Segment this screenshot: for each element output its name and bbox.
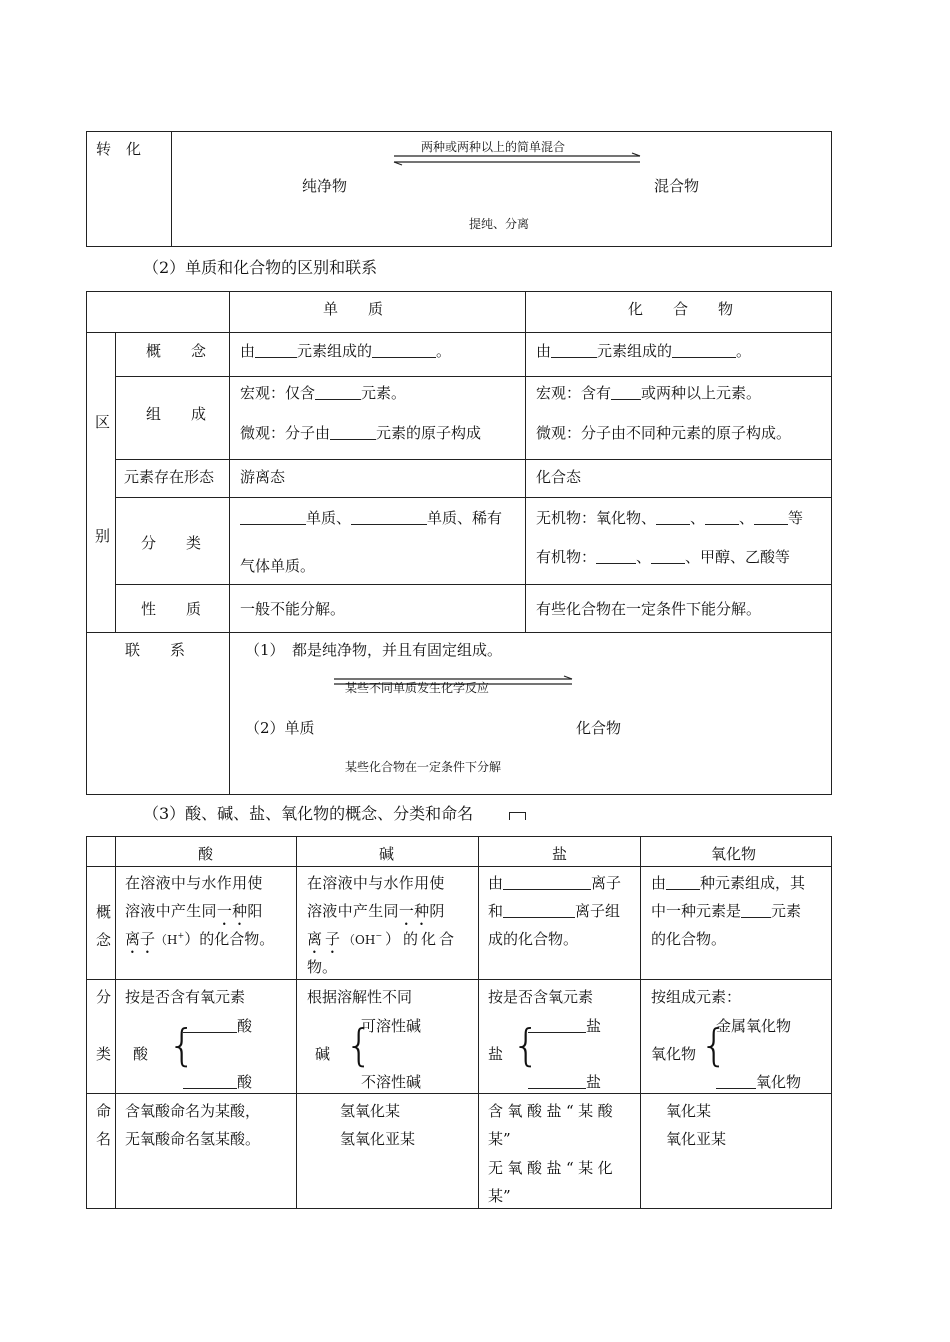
salt-class-top: 盐: [528, 1015, 601, 1036]
salt-class-name: 盐: [488, 1045, 504, 1063]
organic-line: 有机物： 、 、甲醇、乙酸等: [536, 548, 791, 566]
oxide-brace-icon: {: [700, 1020, 728, 1071]
acid-concept-line1: 在溶液中与水作用使: [125, 874, 263, 892]
concept-label: 概 念: [146, 342, 207, 360]
oxide-name-line1: 氧化某: [666, 1102, 712, 1120]
acid-brace-icon: {: [168, 1020, 196, 1071]
salt-name-line1: 含氧酸盐“某酸: [488, 1102, 618, 1120]
property-label: 性 质: [141, 600, 202, 618]
concept-char1: 概: [96, 903, 112, 921]
acid-name-line1: 含氧酸命名为某酸，: [125, 1102, 261, 1120]
base-concept-line4: 物。: [307, 958, 338, 976]
cursor-mark: [509, 812, 526, 820]
single-classify-line1: 单质、 单质、稀有: [240, 507, 502, 528]
header-acid: 酸: [198, 845, 214, 863]
header-salt: 盐: [552, 845, 568, 863]
state-label: 元素存在形态: [124, 468, 215, 486]
name-char2: 名: [96, 1130, 112, 1148]
salt-name-line3: 无氧酸盐“某化: [488, 1159, 618, 1177]
name-char1: 命: [96, 1102, 112, 1120]
property-single: 一般不能分解。: [240, 600, 346, 618]
salt-concept-line3: 成的化合物。: [488, 930, 579, 948]
header-base: 碱: [379, 845, 395, 863]
bie-label: 别: [95, 527, 111, 545]
oxide-class-top: 金属氧化物: [716, 1017, 792, 1035]
relation-single: （2）单质: [245, 719, 315, 737]
compound-macro: 宏观：含有 或两种以上元素。: [536, 384, 762, 402]
section3-heading: （3）酸、碱、盐、氧化物的概念、分类和命名: [143, 804, 474, 823]
composition-label: 组 成: [146, 405, 207, 423]
oxide-concept-line1: 由 种元素组成，其: [651, 874, 806, 892]
base-name-line1: 氢氧化某: [340, 1102, 401, 1120]
compound-micro: 微观：分子由不同种元素的原子构成。: [536, 424, 792, 442]
base-class-title: 根据溶解性不同: [307, 988, 413, 1006]
oxide-concept-line3: 的化合物。: [651, 930, 727, 948]
state-single: 游离态: [240, 468, 286, 486]
salt-name-line4: 某”: [488, 1187, 511, 1205]
decompose-label: 某些化合物在一定条件下分解: [345, 760, 502, 774]
concept-char2: 念: [96, 931, 112, 949]
acid-name-line2: 无氧酸命名氢某酸。: [125, 1130, 261, 1148]
salt-class-bottom: 盐: [528, 1071, 601, 1092]
pure-substance: 纯净物: [302, 177, 348, 195]
salt-name-line2: 某”: [488, 1130, 511, 1148]
oxide-class-bottom: 氧化物: [716, 1071, 801, 1092]
mixture: 混合物: [654, 177, 700, 195]
oxide-concept-line2: 中一种元素是 元素: [651, 902, 802, 920]
header-single: 单 质: [323, 300, 384, 318]
state-compound: 化合态: [536, 468, 582, 486]
class-char2: 类: [96, 1045, 112, 1063]
section2-heading: （2）单质和化合物的区别和联系: [143, 258, 378, 277]
relation-line1: （1） 都是纯净物，并且有固定组成。: [245, 641, 503, 659]
property-compound: 有些化合物在一定条件下能分解。: [536, 600, 762, 618]
salt-class-title: 按是否含氧元素: [488, 988, 594, 1006]
acid-class-title: 按是否含有氧元素: [125, 988, 246, 1006]
qu-label: 区: [95, 413, 111, 431]
class-char1: 分: [96, 988, 112, 1006]
row-label-transform: 转 化: [96, 140, 142, 158]
classify-label: 分 类: [141, 534, 202, 552]
reaction-label: 某些不同单质发生化学反应: [345, 681, 490, 695]
base-concept-line3: 离子（OH−）的化合: [307, 930, 458, 948]
header-compound: 化 合 物: [628, 300, 734, 318]
acid-concept-line2: 溶液中产生同一种阳: [125, 902, 263, 920]
reversible-arrow-icon: [390, 152, 645, 168]
base-class-top: 可溶性碱: [361, 1017, 422, 1035]
single-macro: 宏观：仅含 元素。: [240, 384, 407, 402]
base-concept-line2: 溶液中产生同一种阴: [307, 902, 445, 920]
base-concept-line1: 在溶液中与水作用使: [307, 874, 445, 892]
acid-concept-line3: 离子（H+）的化合物。: [125, 930, 275, 948]
header-oxide: 氧化物: [711, 845, 757, 863]
compound-concept: 由 元素组成的 。: [536, 342, 752, 360]
base-name-line2: 氢氧化亚某: [340, 1130, 416, 1148]
base-class-bottom: 不溶性碱: [361, 1073, 422, 1091]
relation-label: 联 系: [125, 641, 186, 659]
single-micro: 微观：分子由 元素的原子构成: [240, 424, 482, 442]
relation-compound: 化合物: [576, 719, 622, 737]
acid-class-top: 酸: [183, 1015, 252, 1036]
oxide-class-title: 按组成元素：: [651, 988, 742, 1006]
purify-label: 提纯、分离: [469, 217, 530, 231]
acid-class-bottom: 酸: [183, 1071, 252, 1092]
single-concept: 由 元素组成的 。: [240, 342, 452, 360]
oxide-class-name: 氧化物: [651, 1045, 697, 1063]
base-brace-icon: {: [345, 1020, 373, 1071]
mix-arrow-label: 两种或两种以上的简单混合: [421, 140, 566, 154]
salt-brace-icon: {: [512, 1020, 540, 1071]
salt-concept-line1: 由 离子: [488, 874, 622, 892]
acid-class-name: 酸: [133, 1045, 149, 1063]
oxide-name-line2: 氧化亚某: [666, 1130, 727, 1148]
salt-concept-line2: 和 离子组: [488, 902, 621, 920]
single-classify-line2: 气体单质。: [240, 557, 316, 575]
inorganic-line: 无机物：氧化物、 、 、 等: [536, 509, 804, 527]
base-class-name: 碱: [315, 1045, 331, 1063]
